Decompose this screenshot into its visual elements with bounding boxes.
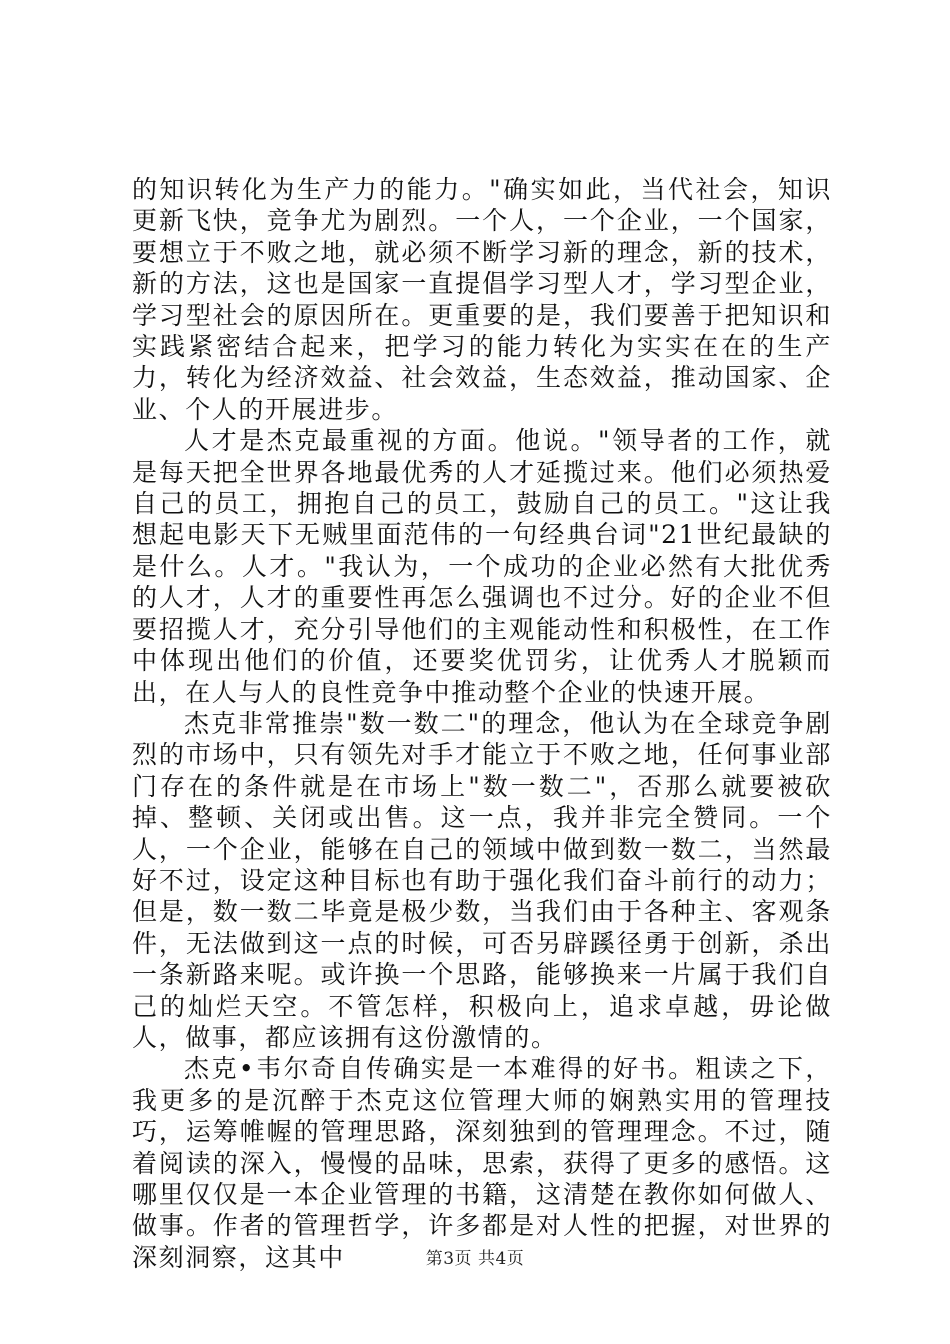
paragraph-3: 杰克非常推崇"数一数二"的理念，他认为在全球竞争剧烈的市场中，只有领先对手才能立于不败之地，任何事业部门存在的条件就是在市场上"数一数二"，否那么就要被砍掉、整顿、关闭或出售。这一点，我并非完全赞同。一个人，一个企业，能够在自己的领域中做到数一数二，当然最好不过，设定这种目标也有助于强化我们奋斗前行的动力；但是，数一数二毕竟是极少数，当我们由于各种主、客观条件，无法做到这一点的时候，可否另辟蹊径勇于创新，杀出一条新路来呢。或许换一个思路，能够换来一片属于我们自己的灿烂天空。不管怎样，积极向上，追求卓越，毋论做人，做事，都应该拥有这份激情的。	[132, 708, 832, 1052]
page-footer: 第3页 共4页	[425, 1249, 525, 1269]
document-body	[132, 174, 832, 1273]
paragraph-4: 杰克•韦尔奇自传确实是一本难得的好书。粗读之下，我更多的是沉醉于杰克这位管理大师的娴熟实用的管理技巧，运筹帷幄的管理思路，深刻独到的管理理念。不过，随着阅读的深入，慢慢的品味，思索，获得了更多的感悟。这哪里仅仅是一本企业管理的书籍，这清楚在教你如何做人、做事。作者的管理哲学，许多都是对人性的把握，对世界的深刻洞察，这其中	[132, 1054, 832, 1272]
paragraph-1: 的知识转化为生产力的能力。"确实如此，当代社会，知识更新飞快，竞争尤为剧烈。一个人，一个企业，一个国家，要想立于不败之地，就必须不断学习新的理念，新的技术，新的方法，这也是国家一直提倡学习型人才，学习型企业，学习型社会的原因所在。更重要的是，我们要善于把知识和实践紧密结合起来，把学习的能力转化为实实在在的生产力，转化为经济效益、社会效益，生态效益，推动国家、企业、个人的开展进步。	[132, 175, 832, 424]
paragraph-2: 人才是杰克最重视的方面。他说。"领导者的工作，就是每天把全世界各地最优秀的人才延揽过来。他们必须热爱自己的员工，拥抱自己的员工，鼓励自己的员工。"这让我想起电影天下无贼里面范伟的一句经典台词"21世纪最缺的是什么。人才。"我认为，一个成功的企业必然有大批优秀的人才，人才的重要性再怎么强调也不过分。好的企业不但要招揽人才，充分引导他们的主观能动性和积极性，在工作中体现出他们的价值，还要奖优罚劣，让优秀人才脱颖而出，在人与人的良性竞争中推动整个企业的快速开展。	[132, 426, 832, 707]
